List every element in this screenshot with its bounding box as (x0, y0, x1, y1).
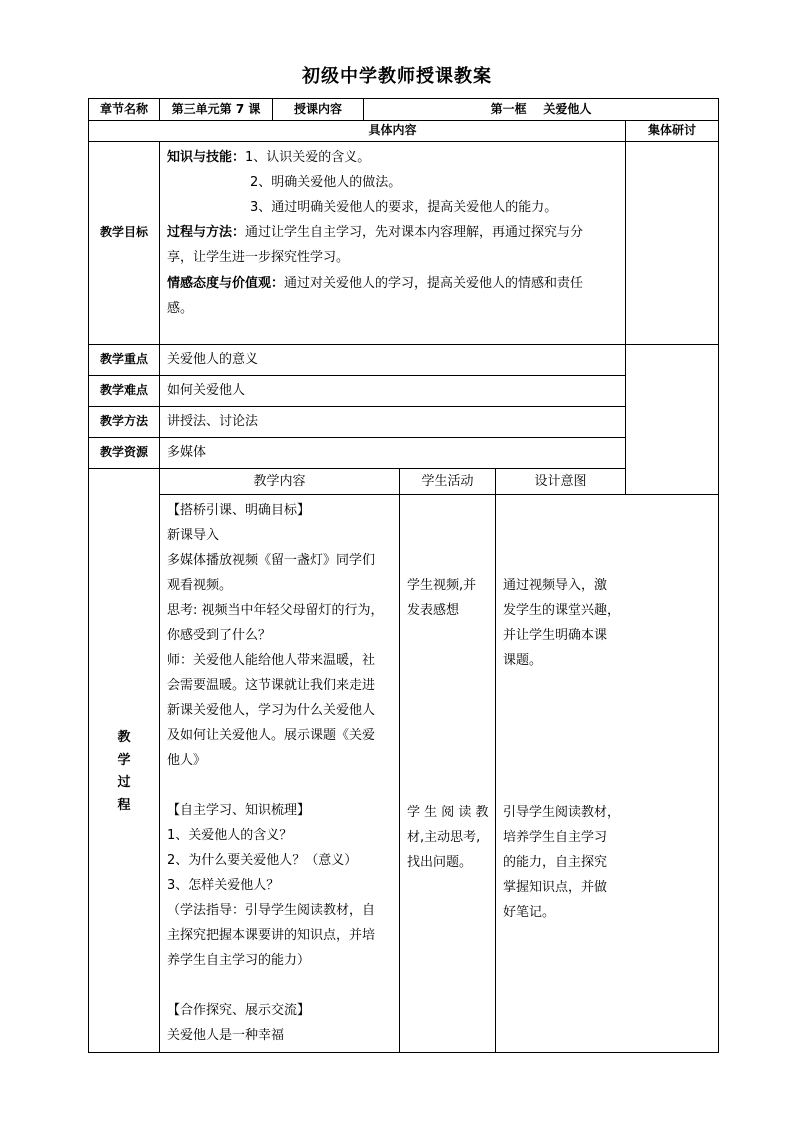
student-activity-2 (407, 800, 495, 875)
emotion-line-2: 感。 (167, 301, 194, 316)
content-line: （学法指导：引导学生阅读教材，自 (167, 903, 376, 918)
table-border-bottom (88, 1052, 719, 1053)
method-value: 讲授法、讨论法 (167, 414, 259, 429)
knowledge-line-1 (167, 145, 370, 170)
design-intent-2 (503, 800, 625, 925)
content-line: 思考: 视频当中年轻父母留灯的行为， (167, 603, 384, 618)
table-rule (159, 494, 719, 495)
intent-line: 好笔记。 (503, 905, 556, 920)
difficulty-value: 如何关爱他人 (167, 383, 246, 398)
goals-label: 教学目标 (99, 225, 148, 239)
difficulty-label: 教学难点 (99, 383, 148, 397)
content-value: 第一框 关爱他人 (490, 102, 592, 116)
content-line: 师：关爱他人能给他人带来温暖，社 (167, 653, 376, 668)
table-rule (495, 468, 496, 1053)
process-label: 教 学 过 程 (117, 730, 131, 813)
content-line: 【搭桥引课、明确目标】 (167, 503, 311, 518)
content-line: 【自主学习、知识梳理】 (167, 803, 311, 818)
resource-label: 教学资源 (99, 445, 148, 459)
page-title: 初级中学教师授课教案 (302, 66, 492, 87)
col-design-intent: 设计意图 (534, 474, 587, 489)
content-line: 关爱他人是一种幸福 (167, 1028, 285, 1043)
intent-line: 通过视频导入，激 (503, 578, 608, 593)
knowledge-item-3: 3、通过明确关爱他人的要求，提高关爱他人的能力。 (250, 200, 558, 215)
col-student-activity: 学生活动 (421, 474, 474, 489)
content-line: 养学生自主学习的能力） (167, 953, 311, 968)
content-line (167, 973, 399, 998)
teaching-content-text (167, 498, 399, 1048)
intent-line: 掌握知识点，并做 (503, 880, 608, 895)
table-rule (399, 468, 400, 1053)
table-rule (88, 468, 625, 469)
key-point-label: 教学重点 (99, 352, 148, 366)
key-point-value: 关爱他人的意义 (167, 352, 259, 367)
table-rule (625, 120, 626, 495)
content-line: 多媒体播放视频《留一盏灯》同学们 (167, 553, 376, 568)
activity-line: 材,主动思考, (407, 830, 481, 845)
student-activity-1 (407, 573, 495, 623)
content-line: 及如何让关爱他人。展示课题《关爱 (167, 728, 376, 743)
content-line: 主探究把握本课要讲的知识点，并培 (167, 928, 376, 943)
table-rule (88, 406, 625, 407)
chapter-label: 章节名称 (99, 102, 148, 116)
content-line: 1、关爱他人的含义？ (167, 828, 293, 843)
emotion-line-1: 情感态度与价值观：通过对关爱他人的学习，提高关爱他人的情感和责任 (167, 276, 584, 291)
content-line: 新课关爱他人，学习为什么关爱他人 (167, 703, 376, 718)
group-study-header: 集体研讨 (647, 123, 696, 137)
knowledge-item-1: 1、认识关爱的含义。 (245, 150, 371, 165)
process-line-2: 享，让学生进一步探究性学习。 (167, 250, 350, 265)
intent-line: 的能力，自主探究 (503, 855, 608, 870)
table-border-right (718, 98, 719, 1053)
knowledge-label: 知识与技能： (167, 150, 246, 165)
content-line: 新课导入 (167, 528, 220, 543)
content-line: 【合作探究、展示交流】 (167, 1003, 311, 1018)
chapter-value: 第三单元第 7 课 (171, 102, 261, 116)
table-rule (159, 141, 160, 1053)
content-line (167, 773, 399, 798)
activity-line: 找出问题。 (407, 855, 473, 870)
content-line: 他人》 (167, 753, 207, 768)
table-rule (88, 375, 625, 376)
activity-line: 学生视频,并 (407, 578, 477, 593)
intent-line: 并让学生明确本课 (503, 628, 608, 643)
activity-line: 学 生 阅 读 教 (407, 805, 489, 820)
design-intent-1 (503, 573, 625, 673)
content-line: 3、怎样关爱他人？ (167, 878, 280, 893)
col-teaching-content: 教学内容 (253, 474, 306, 489)
resource-value: 多媒体 (167, 445, 207, 460)
intent-line: 引导学生阅读教材， (503, 805, 621, 820)
method-label: 教学方法 (99, 414, 148, 428)
intent-line: 培养学生自主学习 (503, 830, 608, 845)
content-line: 2、为什么要关爱他人？（意义） (167, 853, 358, 868)
process-label: 过程与方法： (167, 225, 246, 240)
activity-line: 发表感想 (407, 603, 460, 618)
content-line: 会需要温暖。这节课就让我们来走进 (167, 678, 376, 693)
intent-line: 发学生的课堂兴趣， (503, 603, 621, 618)
emotion-label: 情感态度与价值观： (167, 276, 285, 291)
content-line: 观看视频。 (167, 578, 233, 593)
process-line-1: 过程与方法：通过让学生自主学习，先对课本内容理解，再通过探究与分 (167, 225, 584, 240)
knowledge-item-2: 2、明确关爱他人的做法。 (250, 175, 402, 190)
content-line: 你感受到了什么？ (167, 628, 272, 643)
intent-line: 课题。 (503, 653, 543, 668)
specific-content-header: 具体内容 (368, 123, 417, 137)
content-label: 授课内容 (293, 102, 342, 116)
table-rule (88, 437, 625, 438)
